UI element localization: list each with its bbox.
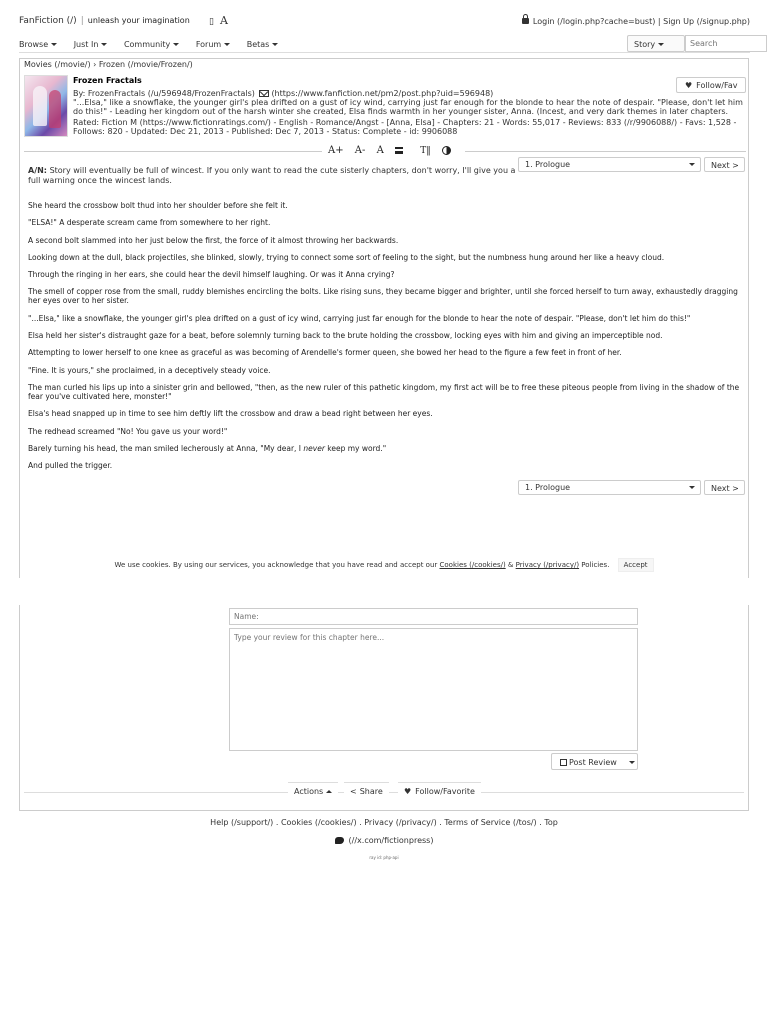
brand-separator: |: [80, 16, 84, 26]
chevron-down-icon[interactable]: [629, 761, 635, 764]
story-title: Frozen Fractals: [73, 76, 142, 85]
reading-toolbar: [322, 145, 465, 159]
story-byline: [73, 89, 493, 98]
nav-menu: [19, 40, 292, 49]
mobile-icon[interactable]: ▯: [209, 17, 214, 27]
breadcrumb-arrow: ›: [93, 60, 97, 69]
text-width-icon[interactable]: [395, 147, 403, 154]
nav-browse[interactable]: [19, 40, 57, 49]
story-paragraph: The man curled his lips up into a sinister grin and bellowed, "then, as the new ruler of this pathetic kingdom, my first act will be to free these piteous people from living in the shadow of the fear you've cultivated here, monster!": [28, 382, 740, 401]
contrast-icon[interactable]: [442, 146, 451, 155]
story-paragraph: Through the ringing in her ears, she could hear the devil himself laughing. Or was it Anna crying?: [28, 270, 395, 280]
post-review-button[interactable]: [551, 753, 638, 770]
nav-community-label: Community: [123, 40, 171, 49]
twitter-link-row: [0, 836, 768, 845]
cover-figure: [49, 90, 61, 128]
story-paragraph: "ELSA!" A desperate scream came from somewhere to her right.: [28, 218, 271, 228]
cookies-link[interactable]: Cookies (/cookies/): [439, 561, 506, 569]
story-meta: Follows: 820 - Updated: Dec 21, 2013 - Published: Dec 7, 2013 - Status: Complete - id: 9906088: [73, 127, 458, 136]
cookie-text: Policies.: [581, 561, 610, 569]
mail-icon[interactable]: [259, 90, 269, 97]
footer-links: [0, 818, 768, 827]
author-note: [28, 166, 516, 186]
help-link[interactable]: Help (/support/): [210, 818, 274, 827]
paragraph-part: keep my word.": [324, 443, 387, 453]
pm-link[interactable]: (https://www.fanfiction.net/pm2/post.php?uid=596948): [271, 89, 494, 98]
chevron-down-icon: [272, 43, 278, 46]
story-paragraph: A second bolt slammed into her just below the first, the force of it almost throwing her backwards.: [28, 235, 399, 245]
cookie-text: We use cookies. By using our services, you acknowledge that you have read and accept our: [114, 561, 438, 569]
story-paragraph: Elsa's head snapped up in time to see him deftly lift the crossbow and draw a bead right between her eyes.: [28, 409, 433, 419]
heart-icon: ♥: [685, 81, 693, 90]
chapter-select-value: 1. Prologue: [525, 483, 571, 492]
tos-link[interactable]: Terms of Service (/tos/): [444, 818, 537, 827]
nav-just-in[interactable]: [74, 40, 108, 49]
top-link[interactable]: Top: [544, 818, 558, 827]
chevron-down-icon: [658, 43, 664, 46]
post-review-label: Post Review: [569, 758, 617, 767]
search-type-dropdown[interactable]: [627, 35, 685, 52]
breadcrumb-frozen[interactable]: Frozen (/movie/Frozen/): [98, 60, 193, 69]
footer-dot: .: [539, 818, 542, 827]
chapter-select-top[interactable]: [518, 157, 701, 172]
share-icon: <: [350, 787, 357, 796]
story-paragraph: [28, 444, 743, 453]
share-label: Share: [359, 787, 383, 796]
search-input[interactable]: [685, 35, 767, 52]
chevron-up-icon: [326, 790, 332, 793]
chevron-down-icon: [101, 43, 107, 46]
edit-icon: [560, 759, 567, 766]
story-text: [28, 201, 743, 478]
breadcrumb: [24, 60, 193, 69]
story-paragraph: Elsa held her sister's distraught gaze for a beat, before solemnly turning back to the brute holding the crossbow, locking eyes with him and giving an imperceptible nod.: [28, 331, 663, 341]
site-brand: [19, 16, 190, 26]
nav-just-in-label: Just In: [73, 40, 99, 49]
footer-dot: .: [359, 818, 362, 827]
cookie-banner: [20, 554, 748, 572]
follow-fav-label: Follow/Fav: [696, 81, 738, 90]
lock-icon: [522, 18, 529, 24]
footer-dot: .: [275, 818, 279, 827]
breadcrumb-movies[interactable]: Movies (/movie/): [24, 60, 91, 69]
signup-link[interactable]: Sign Up (/signup.php): [663, 17, 750, 26]
site-tagline: unleash your imagination: [87, 16, 190, 25]
cookie-amp: &: [507, 561, 514, 569]
cover-figure: [33, 86, 47, 126]
login-link[interactable]: Login (/login.php?cache=bust): [532, 17, 656, 26]
nav-forum-label: Forum: [195, 40, 222, 49]
story-paragraph: She heard the crossbow bolt thud into her shoulder before she felt it.: [28, 201, 288, 210]
story-meta: Rated: Fiction M (https://www.fictionratings.com/) - English - Romance/Angst - [Anna, Elsa] - Chapters: 21 - Words: 55,017 - Reviews: 833 (/r/9906088/) - Favs: 1,528 -: [73, 118, 737, 127]
account-separator: |: [657, 17, 661, 26]
account-links: [522, 17, 750, 26]
twitter-link[interactable]: (//x.com/fictionpress): [348, 836, 434, 845]
story-paragraph: The redhead screamed "No! You gave us your word!": [28, 426, 228, 436]
story-summary: "...Elsa," like a snowflake, the younger girl's plea drifted on a gust of icy wind, carrying just far enough for the blonde to hear the note of despair. "Please, don't let him do this!" - Leading her kingdom out of the harsh winter she created, Elsa finds warmth in her younger sister, Anna. (Incest, and very dark themes in later chapters.: [73, 98, 743, 116]
font-size-reset-button[interactable]: A: [376, 145, 384, 156]
next-chapter-button[interactable]: Next >: [704, 157, 745, 172]
story-paragraph: Attempting to lower herself to one knee as graceful as was becoming of Arendelle's former queen, she bowed her head to the figure a few feet in front of her.: [28, 348, 622, 358]
actions-button[interactable]: [288, 782, 338, 799]
home-link[interactable]: FanFiction (/): [19, 16, 77, 26]
actions-label: Actions: [294, 787, 324, 796]
by-prefix: By:: [73, 89, 86, 98]
display-toggles: [209, 14, 228, 27]
story-paragraph: The smell of copper rose from the small, ruddy blemishes encircling the bolts. Like rising suns, they became bigger and brighter, until she forced herself to turn away, exhaustedly dragging her eyes over to her sister.: [28, 287, 738, 306]
story-paragraph: Looking down at the dull, black projectiles, she blinked, slowly, trying to connect some sort of feeling to the sight, but the numbness hung around her like a heavy cloud.: [28, 252, 665, 262]
story-paragraph: And pulled the trigger.: [28, 461, 113, 471]
chevron-down-icon: [173, 43, 179, 46]
paragraph-emphasis: never: [303, 443, 325, 453]
chevron-down-icon: [224, 43, 230, 46]
font-size-up-button[interactable]: A+: [328, 145, 344, 156]
cookies-link[interactable]: Cookies (/cookies/): [280, 818, 357, 827]
review-textarea[interactable]: [229, 628, 638, 751]
privacy-link[interactable]: Privacy (/privacy/): [515, 561, 580, 569]
accept-cookies-button[interactable]: Accept: [618, 558, 654, 572]
chevron-down-icon: [689, 486, 695, 489]
ray-id: ray id: php-api: [369, 855, 399, 860]
reviewer-name-field[interactable]: [229, 608, 638, 625]
chapter-select-value: 1. Prologue: [525, 160, 571, 169]
next-chapter-button[interactable]: Next >: [704, 480, 745, 495]
chevron-down-icon: [51, 43, 57, 46]
nav-forum[interactable]: [196, 40, 230, 49]
privacy-link[interactable]: Privacy (/privacy/): [364, 818, 437, 827]
footer-dot: .: [439, 818, 442, 827]
story-paragraph: "...Elsa," like a snowflake, the younger girl's plea drifted on a gust of icy wind, carrying just far enough for the blonde to hear the note of despair. "Please, don't let him do this!": [28, 313, 691, 323]
line-spacing-button[interactable]: T‖: [420, 146, 431, 156]
nav-betas-label: Betas: [246, 40, 270, 49]
follow-fav-button[interactable]: [676, 77, 746, 93]
font-size-down-button[interactable]: A-: [354, 145, 366, 156]
share-button[interactable]: [344, 782, 389, 799]
author-note-label: A/N:: [28, 166, 48, 175]
nav-bar: [19, 35, 750, 53]
author-note-text: Story will eventually be full of wincest. If you only want to read the cute sisterly chapters, don't worry, I'll give you a full warning once the wincest lands.: [28, 166, 516, 185]
story-cover-image[interactable]: [24, 75, 68, 137]
chevron-down-icon: [689, 163, 695, 166]
nav-community[interactable]: [124, 40, 179, 49]
chapter-select-bottom[interactable]: [518, 480, 701, 495]
search-type-label: Story: [634, 40, 656, 49]
nav-betas[interactable]: [247, 40, 279, 49]
follow-favorite-button[interactable]: [398, 782, 481, 799]
font-icon[interactable]: A: [219, 14, 228, 27]
story-paragraph: "Fine. It is yours," she proclaimed, in a deceptively steady voice.: [28, 365, 271, 375]
twitter-icon[interactable]: [335, 837, 344, 844]
top-bar: [19, 14, 750, 30]
nav-browse-label: Browse: [19, 40, 49, 49]
author-link[interactable]: FrozenFractals (/u/596948/FrozenFractals): [87, 89, 255, 98]
paragraph-part: Barely turning his head, the man smiled lecherously at Anna, "My dear, I: [28, 443, 304, 453]
heart-icon: ♥: [404, 787, 412, 796]
follow-favorite-label: Follow/Favorite: [415, 787, 475, 796]
